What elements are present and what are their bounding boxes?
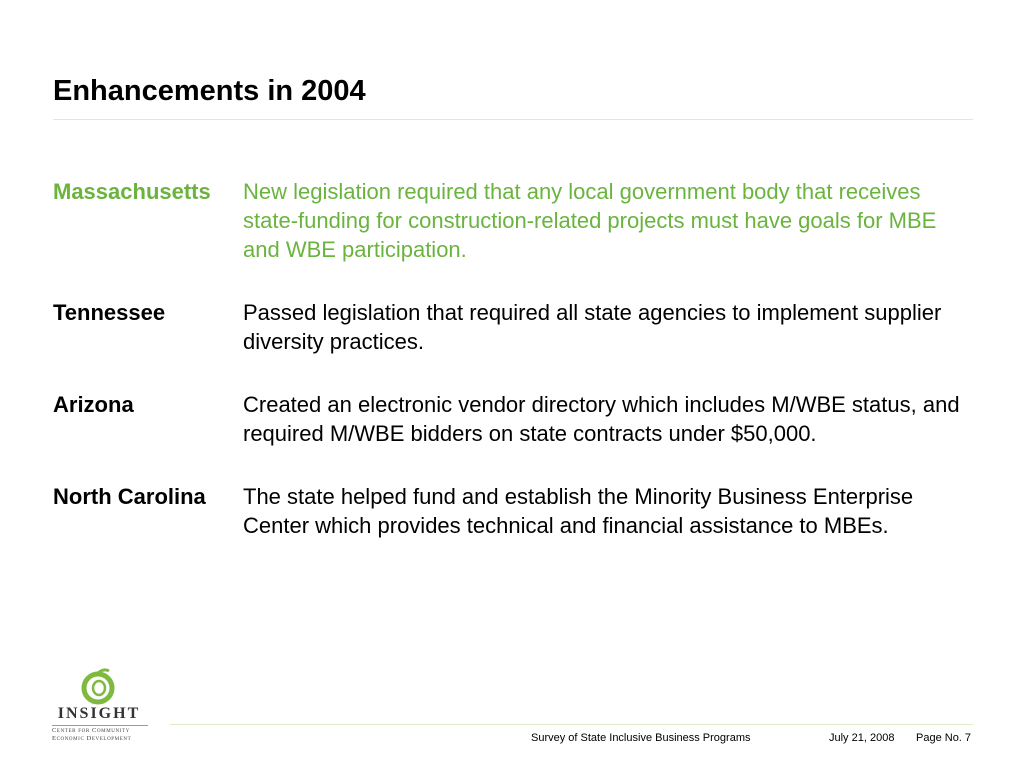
logo-subtitle-line1: Center for Community	[52, 727, 130, 734]
entry-state: Arizona	[53, 392, 134, 417]
entry-description: New legislation required that any local government body that receives state-funding for construction-related projects must have goals for MBE and WBE participation.	[243, 179, 937, 262]
logo-subtitle-line2: Economic Development	[52, 735, 132, 742]
insight-logo	[50, 668, 150, 744]
entry-state: Tennessee	[53, 300, 166, 325]
entry-state: Massachusetts	[53, 179, 211, 204]
entry-north-carolina	[53, 482, 973, 540]
logo-subtitle	[52, 727, 162, 743]
entry-description: Passed legislation that required all state agencies to implement supplier diversity practices.	[243, 300, 942, 354]
entry-arizona	[53, 390, 973, 448]
entry-massachusetts	[53, 177, 973, 264]
footer-date: July 21, 2008	[829, 732, 895, 744]
entries-list	[53, 177, 973, 574]
spiral-o-icon	[78, 668, 118, 706]
logo-wordmark: INSIGHT	[57, 705, 141, 722]
slide-title: Enhancements in 2004	[53, 75, 366, 107]
logo-divider	[52, 725, 148, 726]
entry-description: The state helped fund and establish the Minority Business Enterprise Center which provides technical and financial assistance to MBEs.	[243, 484, 914, 538]
entry-state: North Carolina	[53, 484, 206, 509]
footer-survey-title: Survey of State Inclusive Business Programs	[531, 732, 751, 744]
entry-tennessee	[53, 298, 973, 356]
title-divider	[53, 119, 973, 120]
entry-description: Created an electronic vendor directory which includes M/WBE status, and required M/WBE bidders on state contracts under $50,000.	[243, 392, 960, 446]
footer-divider	[170, 724, 973, 725]
footer-page-number: Page No. 7	[916, 732, 972, 744]
